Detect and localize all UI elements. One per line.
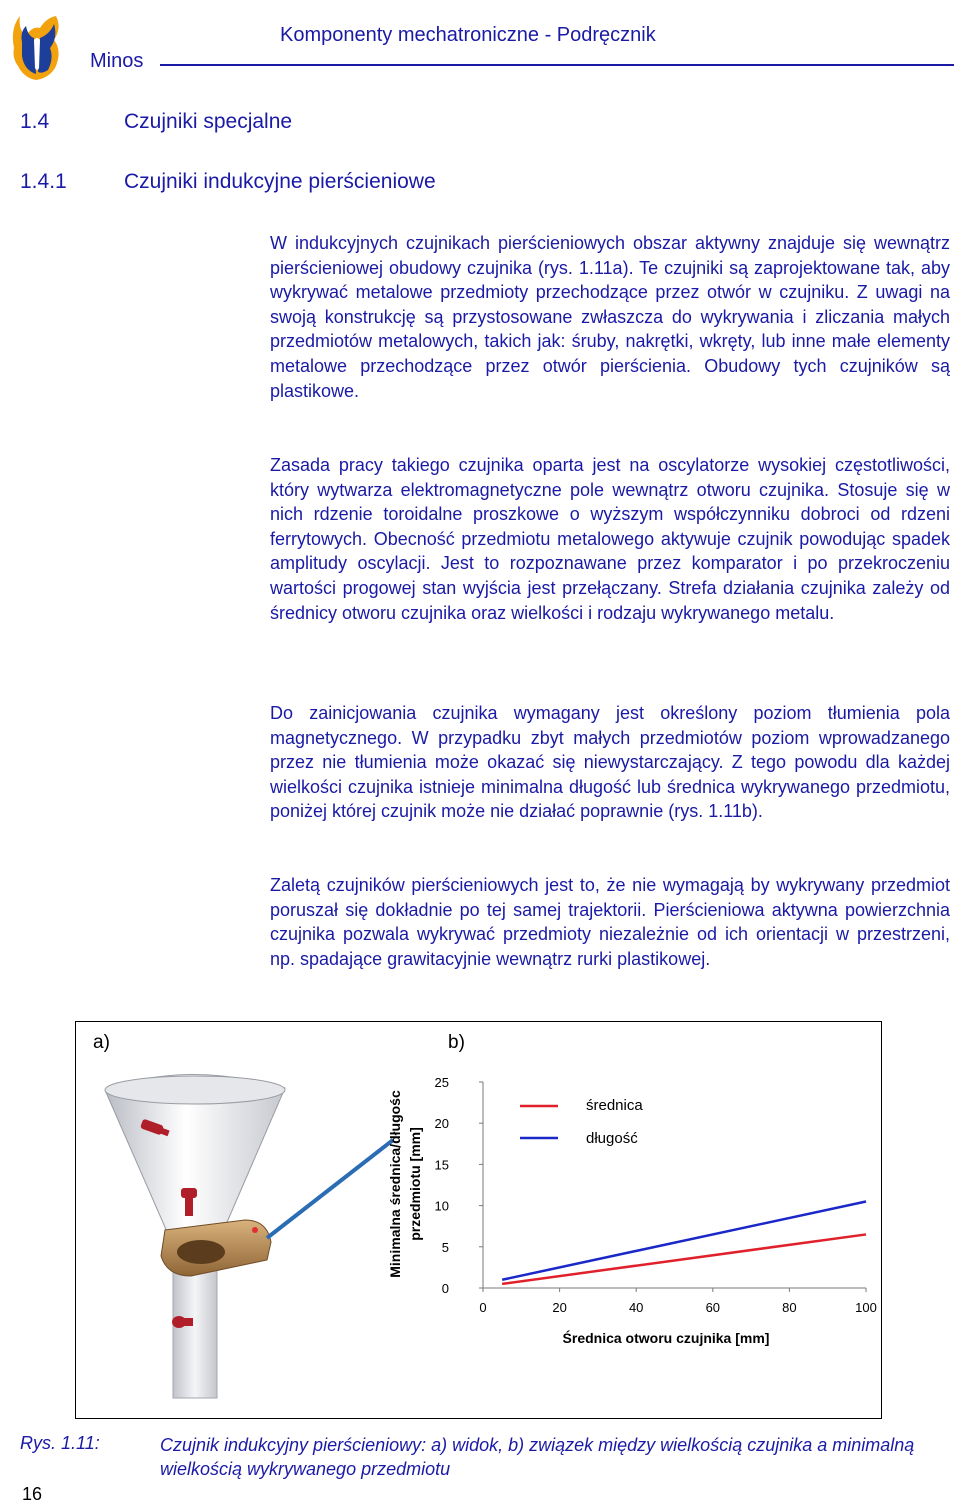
paragraph-4: Zaletą czujników pierścieniowych jest to, że nie wymagają by wykrywany przedmiot poruszał się dokładnie po tej samej trajektorii. Pierścieniowa aktywna powierzchnia czujnika pozwala wykrywać przedmioty niezależnie od ich orientacji w przestrzeni, np. spadające grawitacyjnie wewnątrz rurki plastikowej. xyxy=(270,875,950,969)
section-title-1-4 xyxy=(20,110,292,134)
legend xyxy=(520,1097,643,1147)
section-title-1-4-1 xyxy=(20,170,436,194)
y-axis-label-line2: przedmiotu [mm] xyxy=(407,1127,423,1241)
legend-label-diameter: średnica xyxy=(586,1097,643,1114)
y-tick-label: 25 xyxy=(434,1075,449,1090)
figure-label-b: b) xyxy=(448,1032,465,1053)
x-tick-label: 0 xyxy=(479,1300,487,1315)
y-tick-label: 0 xyxy=(441,1281,449,1296)
figure-caption-label: Rys. 1.11: xyxy=(20,1433,100,1453)
figure-label-a: a) xyxy=(93,1032,110,1053)
y-axis-label-line1: Minimalna średnica/długośc xyxy=(387,1090,403,1278)
paragraph-2: Zasada pracy takiego czujnika oparta jest na oscylatorze wysokiej częstotliwości, który wytwarza elektromagnetyczne pole wewnątrz otworu czujnika. Stosuje się w nich rdzenie toroidalne proszkowe o wyższym współczynniku dobroci od rdzeni ferrytowych. Obecność przedmiotu metalowego aktywuje czujnik powodując spadek amplitudy oscylacji. Jest to rozpoznawane przez komparator i po przekroczeniu wartości progowej stan wyjścia jest przełączany. Strefa działania czujnika zależy od średnicy otworu czujnika oraz wielkości i rodzaju wykrywanego metalu. xyxy=(270,455,950,623)
legend-label-length: długość xyxy=(586,1130,638,1147)
section-number: 1.4 xyxy=(20,110,50,133)
section-number: 1.4.1 xyxy=(20,170,67,193)
page-number: 16 xyxy=(22,1484,43,1504)
y-tick-label: 10 xyxy=(434,1198,449,1214)
paragraph-1: W indukcyjnych czujnikach pierścieniowych obszar aktywny znajduje się wewnątrz pierścieniowej obudowy czujnika (rys. 1.11a). Te czujniki są zaprojektowane tak, aby wykrywać metalowe przedmioty przechodzące przez otwór w czujniku. Z uwagi na swoją konstrukcję są przystosowane zwłaszcza do wykrywania i zliczania małych przedmiotów metalowych, takich jak: śruby, nakrętki, wkręty, lub inne małe elementy metalowe przechodzące przez otwór pierścienia. Obudowy tych czujników są plastikowe. xyxy=(270,233,950,401)
paragraph-3: Do zainicjowania czujnika wymagany jest określony poziom tłumienia pola magnetycznego. W przypadku zbyt małych przedmiotów poziom wprowadzanego przez nie tłumienia może okazać się niewystarczający. Z tego powodu dla każdej wielkości czujnika istnieje minimalna długość lub średnica wykrywanego przedmiotu, poniżej której czujnik może nie działać poprawnie (rys. 1.11b). xyxy=(270,703,950,822)
x-tick-label: 80 xyxy=(782,1300,797,1315)
minos-logo-icon xyxy=(6,8,68,84)
sensor-cable-shape xyxy=(267,1140,393,1238)
y-tick-label: 5 xyxy=(441,1239,449,1255)
min-size-chart xyxy=(380,1068,880,1358)
section-title-text: Czujniki specjalne xyxy=(124,110,293,133)
ring-sensor-illustration xyxy=(95,1070,395,1400)
x-tick-label: 60 xyxy=(705,1300,721,1315)
figure-caption-text: Czujnik indukcyjny pierścieniowy: a) widok, b) związek między wielkością czujnika a minimalną wielkością wykrywanego przedmiotu xyxy=(160,1435,915,1479)
header-rule xyxy=(160,64,954,66)
header-brand: Minos xyxy=(90,50,144,72)
x-axis-label: Średnica otworu czujnika [mm] xyxy=(562,1330,770,1346)
header-title: Komponenty mechatroniczne - Podręcznik xyxy=(280,24,656,46)
y-tick-label: 20 xyxy=(434,1116,449,1132)
x-tick-label: 40 xyxy=(628,1300,644,1315)
section-title-text: Czujniki indukcyjne pierścieniowe xyxy=(124,170,436,193)
y-tick-label: 15 xyxy=(434,1157,449,1173)
x-tick-label: 100 xyxy=(855,1300,877,1315)
x-tick-label: 20 xyxy=(552,1300,567,1315)
